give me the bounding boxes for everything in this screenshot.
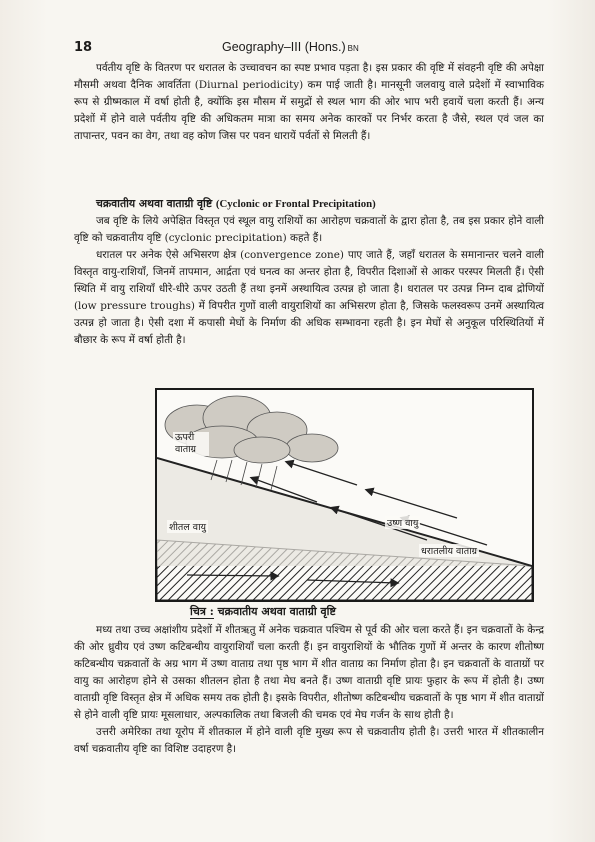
cyclonic-section: [74, 195, 544, 349]
front-diagram: [157, 390, 532, 600]
discussion-paragraph-2: उत्तरी अमेरिका तथा यूरोप में शीतकाल में होने वाली वृष्टि मुख्य रूप से चक्रवातीय होती है। उत्तरी भारत में शीतकालीन वर्षा चक्रवातीय वृष्टि का विशिष्ट उदाहरण है।: [74, 726, 544, 755]
page-number: 18: [74, 40, 93, 55]
caption-text: चक्रवातीय अथवा वाताग्री वृष्टि: [217, 605, 336, 618]
section-heading: [74, 195, 544, 213]
label-surface-front: धरातलीय वाताग्र: [421, 546, 478, 557]
intro-paragraph: पर्वतीय वृष्टि के वितरण पर धरातल के उच्चावचन का स्पष्ट प्रभाव पड़ता है। इस प्रकार की वृष्टि में संवहनी वृष्टि की अपेक्षा मौसमी अथवा दैनिक आवर्तिता (Diurnal periodicity) कम पाई जाती है। मानसूनी जलवायु वाले प्रदेशों में स्वाभाविक रूप से ग्रीष्मकाल में वर्षा होती है, क्योंकि इस मौसम में समुद्रों से स्थल भाग की ओर भाप भरी हवायें चला करती हैं। अन्य प्रदेशों में होने वाले पर्वतीय वृष्टि की अधिकतम मात्रा का समय अनेक कारकों पर निर्भर करता है जैसे, स्थल एवं जल का तापान्तर, पवन का वेग, तथा वह कोण जिस पर पवन धारायें पर्वतों से मिलती हैं।: [74, 62, 544, 142]
label-warm-air: उष्ण वायु: [387, 518, 419, 529]
discussion-section: [74, 622, 544, 758]
label-cold-air: शीतल वायु: [169, 522, 207, 533]
discussion-paragraph-1: मध्य तथा उच्च अक्षांशीय प्रदेशों में शीतऋतु में अनेक चक्रवात पश्चिम से पूर्व की ओर चला करते हैं। इन चक्रवातों के केन्द्र की ओर ध्रुवीय एवं उष्ण कटिबन्धीय वायुराशियाँ चला करती हैं। इन वायुराशियों के भौतिक गुणों में अन्तर के कारण शीतोष्ण कटिबन्धीय चक्रवातों के अग्र भाग में उष्ण वाताग्र तथा पृष्ठ भाग में शीत वाताग्र का निर्माण होता है। इन चक्रवातों के वाताग्रों पर वायु का आरोहण होने से उसका शीतलन होता है तथा मेघ बनते हैं। उष्ण वाताग्री वृष्टि प्रायः फुहार के रूप में होती है। उष्ण वाताग्री वृष्टि विस्तृत क्षेत्र में अधिक समय तक होती है। इसके विपरीत, शीतोष्ण कटिबन्धीय चक्रवातों के पृष्ठ भाग में शीत वाताग्रों से होने वाली वृष्टि प्रायः मूसलाधार, अल्पकालिक तथा बिजली की चमक एवं मेघ गर्जन के साथ होती है।: [74, 624, 544, 721]
intro-section: [74, 60, 544, 145]
edition-tag: BN: [347, 44, 359, 53]
section-paragraph-2: धरातल पर अनेक ऐसे अभिसरण क्षेत्र (convergence zone) पाए जाते हैं, जहाँ धरातल के समानान्तर चलने वाली विस्तृत वायु-राशियाँ, जिनमें तापमान, आर्द्रता एवं घनत्व का अन्तर होता है, विपरीत दिशाओं से आकर परस्पर मिलती हैं। ऐसी स्थिति में वायु राशियाँ धीरे-धीरे ऊपर उठती हैं तथा इनमें अस्थायित्व उत्पन्न हो जाता है। धरातल पर उत्पन्न निम्न दाब द्रोणियों (low pressure troughs) में विपरीत गुणों वाली वायुराशियों का अभिसरण होता है, जिसके फलस्वरूप उनमें अस्थायित्व उत्पन्न हो जाता है। ऐसी दशा में कपासी मेघों के निर्माण की अधिक सम्भावना रहती है। इन मेघों से अनुकूल परिस्थितियों में बौछार के रूप में वर्षा होती है।: [74, 249, 544, 346]
caption-prefix: चित्र :: [190, 605, 214, 618]
page-header: [74, 40, 544, 62]
section-heading-hindi: चक्रवातीय अथवा वाताग्री वृष्टि: [96, 197, 213, 210]
section-heading-english: (Cyclonic or Frontal Precipitation): [215, 198, 376, 210]
label-upper-front: ऊपरी वाताग्र: [173, 432, 209, 456]
section-paragraph-1: जब वृष्टि के लिये अपेक्षित विस्तृत एवं स्थूल वायु राशियों का आरोहण चक्रवातों के द्वारा होता है, तब इस प्रकार होने वाली वृष्टि को चक्रवातीय वृष्टि (cyclonic precipitation) कहते हैं।: [74, 215, 544, 244]
frontal-precipitation-figure: [155, 388, 534, 602]
figure-caption: [190, 604, 490, 619]
running-title: [222, 40, 359, 54]
running-title-text: Geography–III (Hons.): [222, 40, 346, 54]
